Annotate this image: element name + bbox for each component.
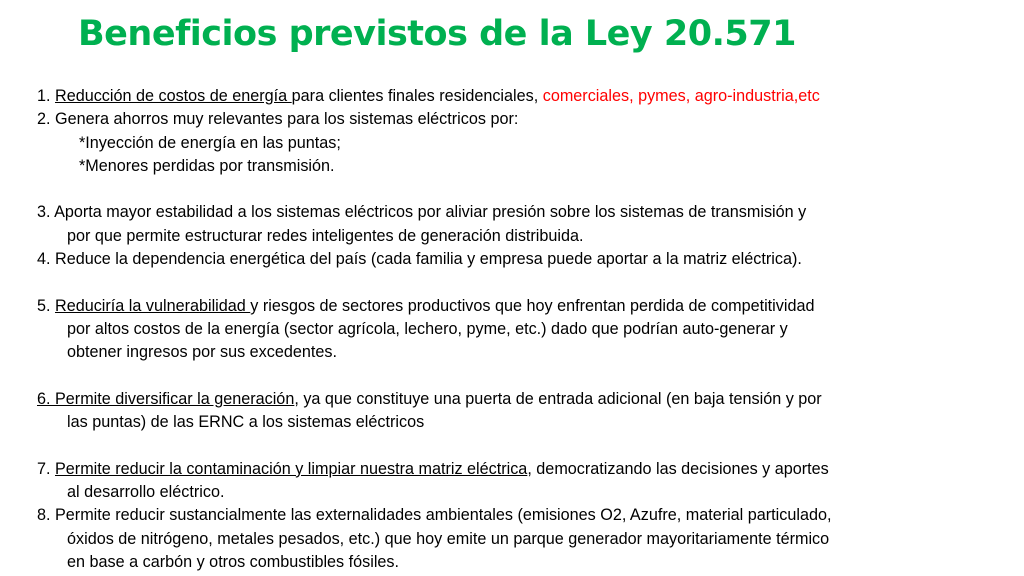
item-text: y riesgos de sectores productivos que hoy enfrentan perdida de competitividad — [250, 296, 815, 315]
underlined-phrase: Permite reducir la contaminación y limpiar nuestra matriz eléctrica — [55, 459, 528, 478]
continuation-line: por que permite estructurar redes inteligentes de generación distribuida. — [67, 226, 584, 245]
list-item-7 — [37, 458, 1022, 481]
list-item-1 — [37, 85, 1022, 108]
continuation-line: por altos costos de la energía (sector agrícola, lechero, pyme, etc.) dado que podrían auto-generar y — [67, 319, 788, 338]
spacer — [37, 434, 1022, 457]
item-text: , democratizando las decisiones y aportes — [527, 459, 829, 478]
item-number: 5. — [37, 296, 55, 315]
benefits-list — [37, 85, 1022, 574]
item-text: , ya que constituye una puerta de entrada adicional (en baja tensión y por — [294, 389, 822, 408]
continuation-line: al desarrollo eléctrico. — [67, 483, 225, 502]
highlighted-text: comerciales, pymes, agro-industria,etc — [542, 87, 820, 105]
spacer — [37, 365, 1022, 388]
list-item-6 — [37, 388, 1022, 411]
page-title: Beneficios previstos de la Ley 20.571 — [78, 14, 796, 54]
sub-item: *Inyección de energía en las puntas; — [79, 133, 341, 152]
continuation-line: las puntas) de las ERNC a los sistemas eléctricos — [67, 413, 425, 432]
spacer — [37, 178, 1022, 201]
list-item-8: 8. Permite reducir sustancialmente las externalidades ambientales (emisiones O2, Azufre, material particulado, — [37, 506, 832, 525]
list-item-4: 4. Reduce la dependencia energética del país (cada familia y empresa puede aportar a la matriz eléctrica). — [37, 250, 802, 269]
continuation-line: óxidos de nitrógeno, metales pesados, etc.) que hoy emite un parque generador mayoritariamente térmico — [67, 529, 830, 548]
underlined-phrase: Reduciría la vulnerabilidad — [55, 296, 251, 315]
underlined-phrase: 6. Permite diversificar la generación — [37, 389, 295, 408]
item-text: para clientes finales residenciales, — [291, 87, 543, 105]
item-number: 1. — [37, 87, 55, 105]
list-item-5 — [37, 295, 1022, 318]
underlined-phrase: Reducción de costos de energía — [55, 87, 292, 105]
list-item-3: 3. Aporta mayor estabilidad a los sistemas eléctricos por aliviar presión sobre los sistemas de transmisión y — [37, 203, 807, 222]
list-item-2: 2. Genera ahorros muy relevantes para los sistemas eléctricos por: — [37, 110, 519, 129]
sub-item: *Menores perdidas por transmisión. — [79, 156, 335, 175]
continuation-line: en base a carbón y otros combustibles fósiles. — [67, 552, 400, 571]
continuation-line: obtener ingresos por sus excedentes. — [67, 343, 337, 362]
spacer — [37, 271, 1022, 294]
item-number: 7. — [37, 459, 55, 478]
